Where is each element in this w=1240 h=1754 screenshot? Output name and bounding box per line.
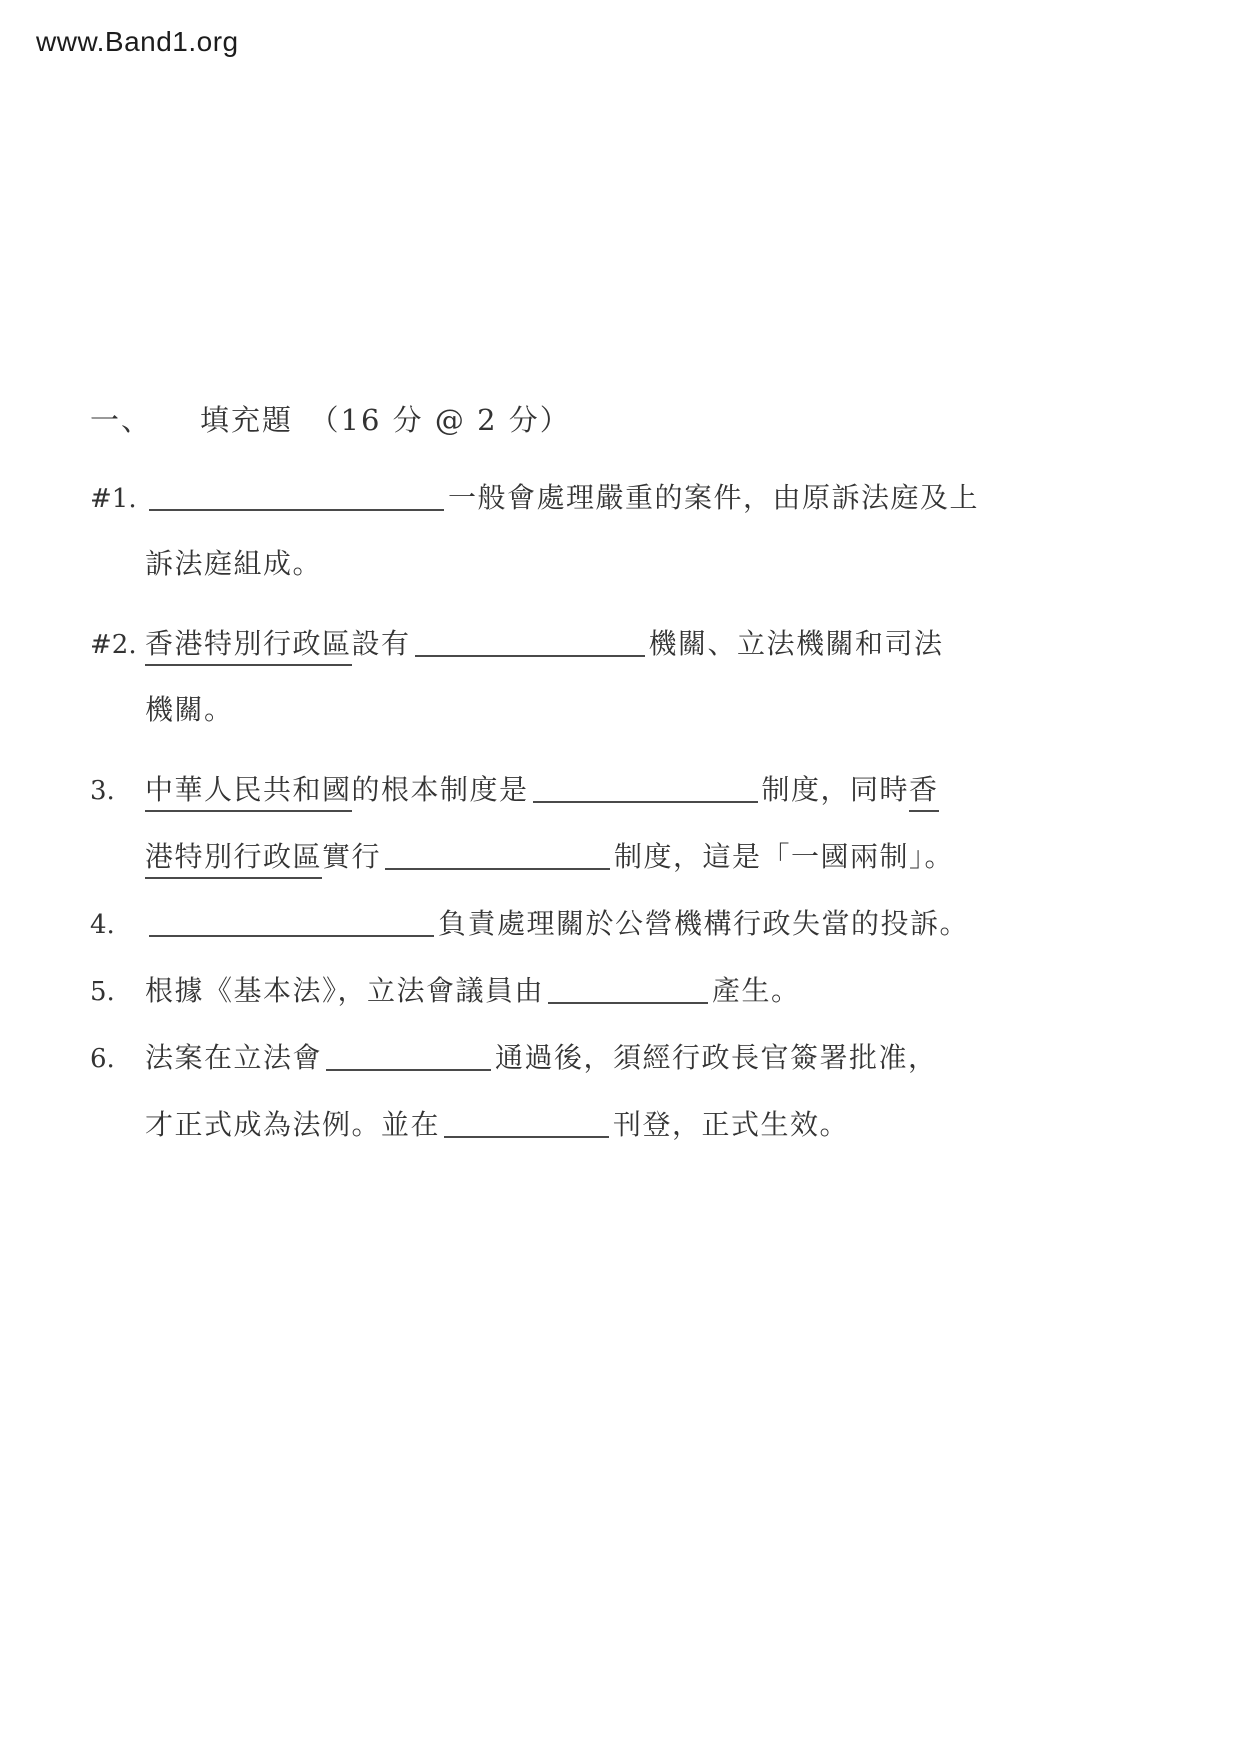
question-1-answer-blank <box>149 479 444 511</box>
question-2-line-2 <box>90 688 1090 755</box>
question-2-text-continued: 機關。 <box>145 693 234 726</box>
question-3-line-1 <box>90 767 1090 834</box>
question-5-line-1 <box>90 968 1090 1035</box>
section-number: 一、 <box>90 403 153 437</box>
section-title <box>90 398 1090 439</box>
question-3-text-2-after: 制度，這是「一國兩制」。 <box>614 840 955 873</box>
question-2-answer-blank <box>415 625 645 657</box>
question-1-text-continued: 訴法庭組成。 <box>145 547 323 580</box>
worksheet-content <box>90 398 1090 1169</box>
site-watermark: www.Band1.org <box>36 26 239 57</box>
question-6-text-after: 通過後，須經行政長官簽署批准， <box>495 1041 938 1074</box>
question-2-line-1 <box>90 621 1090 688</box>
question-3-underlined-term: 中華人民共和國 <box>145 768 352 812</box>
question-4-number: 4. <box>90 910 115 940</box>
question-6-answer-blank-2 <box>444 1106 609 1138</box>
question-3-text-2: 實行 <box>322 840 382 873</box>
question-2-text: 設有 <box>351 627 411 660</box>
question-2-underlined-term: 香港特別行政區 <box>145 622 352 666</box>
question-5-text: 根據《基本法》，立法會議員由 <box>145 974 545 1007</box>
question-6-line-2 <box>90 1102 1090 1169</box>
question-3-underlined-term-2: 港特別行政區 <box>145 835 322 879</box>
question-3-line-2 <box>90 834 1090 901</box>
question-4-answer-blank <box>149 905 434 937</box>
question-6-text-2: 才正式成為法例。並在 <box>145 1108 441 1141</box>
question-6-text: 法案在立法會 <box>145 1041 323 1074</box>
question-1-text: 一般會處理嚴重的案件，由原訴法庭及上 <box>448 481 980 514</box>
question-3-text: 的根本制度是 <box>351 773 529 806</box>
question-1-line-2 <box>90 542 1090 609</box>
question-6-line-1 <box>90 1035 1090 1102</box>
question-3-number: 3. <box>90 776 115 806</box>
question-4-line-1 <box>90 901 1090 968</box>
question-6-text-2-after: 刊登，正式生效。 <box>613 1108 850 1141</box>
question-3-answer-blank-1 <box>533 771 758 803</box>
question-2-text-after: 機關、立法機關和司法 <box>648 627 944 660</box>
question-5-number: 5. <box>90 977 115 1007</box>
question-4-text: 負責處理關於公營機構行政失當的投訴。 <box>438 907 970 940</box>
question-6-number: 6. <box>90 1044 115 1074</box>
question-1-line-1 <box>90 475 1090 542</box>
question-6-answer-blank-1 <box>326 1039 491 1071</box>
question-5-text-after: 產生。 <box>712 974 801 1007</box>
question-3-text-after: 制度，同時 <box>761 773 910 806</box>
section-title-text: 填充題 （16 分 @ 2 分） <box>200 403 571 437</box>
question-3-answer-blank-2 <box>385 838 610 870</box>
question-5-answer-blank <box>548 972 708 1004</box>
question-2-number: #2. <box>90 630 137 660</box>
question-3-underlined-term-end: 香 <box>909 768 939 812</box>
question-1-number: #1. <box>90 484 137 514</box>
